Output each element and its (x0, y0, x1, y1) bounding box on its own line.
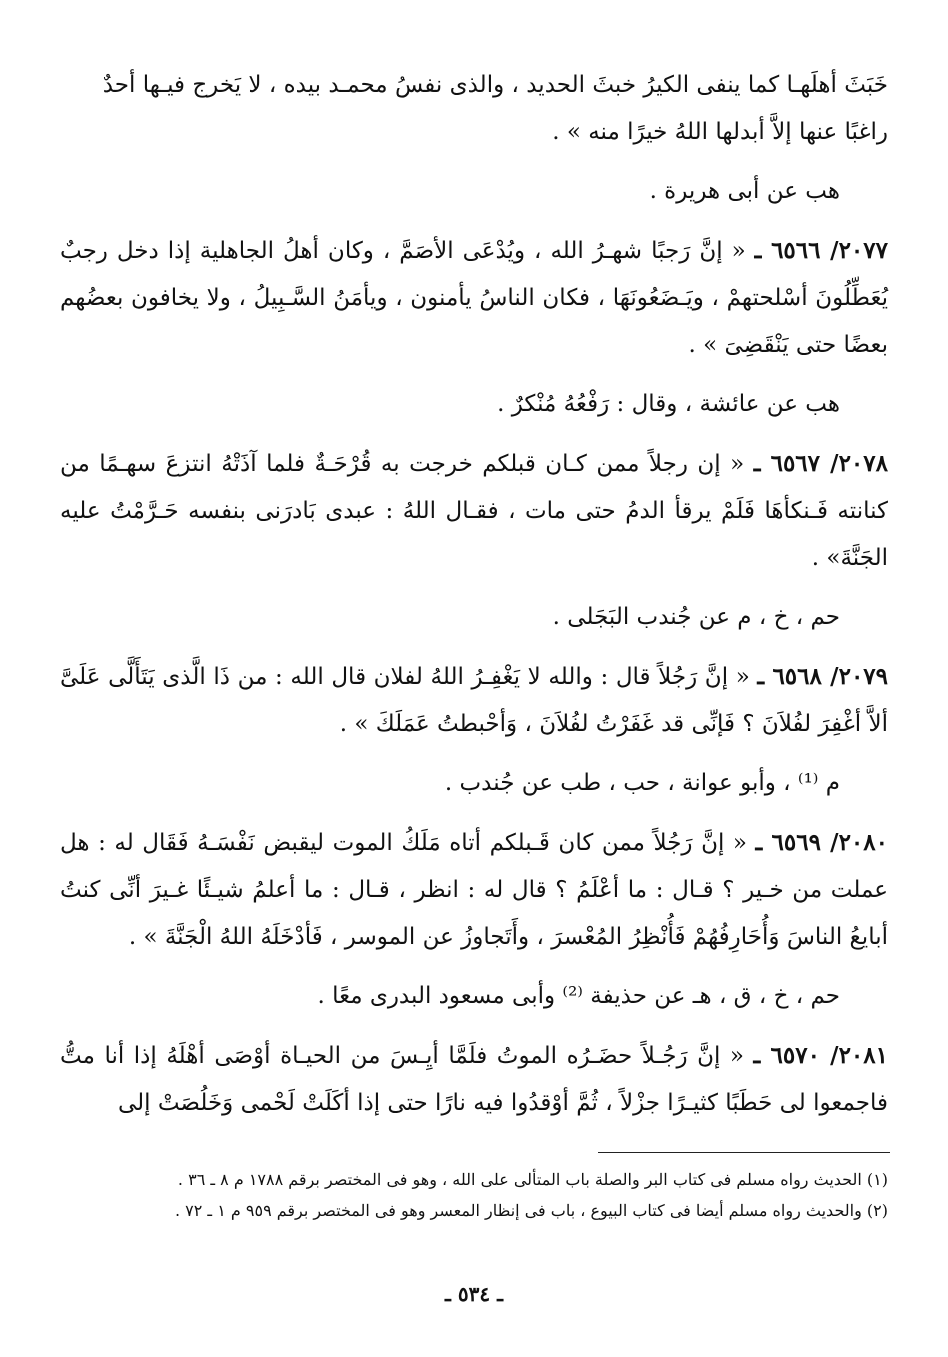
hadith-number: ٢٠٧٨/ ٦٥٦٧ ـ (753, 450, 888, 477)
hadith-2078 (60, 440, 888, 582)
footnote-2: (٢) والحديث رواه مسلم أيضا فى كتاب البيوع ، باب فى إنظار المعسر وهو فى المختصر برقم ٩٥٩ م ١ ـ ٧٢ . (174, 1201, 888, 1220)
hadith-number: ٢٠٨١/ ٦٥٧٠ ـ (753, 1042, 888, 1069)
hadith-2077 (60, 227, 888, 369)
hadith-number: ٢٠٨٠/ ٦٥٦٩ ـ (755, 829, 888, 856)
continued-hadith-line-1: خَبَثَ أهلَهـا كما ينفى الكيرُ خبثَ الحديد ، والذى نفسُ محمـد بيده ، لا يَخرج فيـها أحدٌ (102, 72, 888, 98)
main-text (60, 62, 888, 1127)
source-attribution-2079: م ⁽¹⁾ ، وأبو عوانة ، حب ، طب عن جُندب . (444, 770, 840, 796)
hadith-number: ٢٠٧٧/ ٦٥٦٦ ـ (754, 237, 888, 264)
footnote-1: (١) الحديث رواه مسلم فى كتاب البر والصلة باب المتألى على الله ، وهو فى المختصر برقم ١٧٨٨ م ٨ ـ ٣٦ . (177, 1170, 888, 1189)
hadith-2079 (60, 653, 888, 748)
source-attribution-2077: هب عن عائشة ، وقال : رَفْعُهُ مُنْكرٌ . (497, 391, 840, 417)
hadith-text: « إنَّ رَجُلاً ممن كان قَـبلكم أتاه مَلَكُ الموت ليقبض نَفْسَـهُ فَقَال له : هل عملت من خـير ؟ قـال : ما أعْلَمُ ؟ قال له : انظر ، قـال : ما أعلمُ شيـئًا غـيرَ أنِّى كنتُ أبايعُ الناسَ وَأُحَارِفُهُمْ فَأُنْظِرُ المُعْسرَ ، وأَتَجاوزُ عن الموسر ، فَأدْخَلَهُ اللهُ الْجَنَّةَ » . (60, 830, 888, 950)
hadith-2080 (60, 819, 888, 961)
source-attribution-2078: حم ، خ ، م عن جُندب البَجَلى . (552, 604, 840, 630)
source-attribution-2076: هب عن أبى هريرة . (649, 178, 840, 204)
hadith-number: ٢٠٧٩/ ٦٥٦٨ ـ (757, 663, 889, 690)
page-number: ـ ٥٣٤ ـ (445, 1282, 503, 1306)
hadith-text: « إنَّ رَجبًا شهـرُ الله ، ويُدْعَى الأصَمَّ ، وكان أهلُ الجاهلية إذا دخل رجبٌ يُعَطِّلُونَ أسْلحتهمْ ، ويَـضَعُونَهَا ، فكان الناسُ يأمنون ، ويأمَنُ السَّـبِيلُ ، ولا يخافون بعضُهم بعضًا حتى يَنْقَضِىَ » . (60, 238, 888, 358)
hadith-text: « إنَّ رَجُـلاً حضَـرُه الموتُ فلَمَّا أيِـسَ من الحيـاة أوْصَى أهْلَهُ إذا أنا متُّ فاجمعوا لى حَطَبًا كثيـرًا جزْلاً ، ثُمَّ أوْقدُوا فيه نارًا حتى إذا أكَلَتْ لَحْمى وَخَلُصَتْ إلى (60, 1043, 888, 1116)
footnote-divider (598, 1152, 890, 1153)
footnotes (60, 1164, 888, 1226)
continued-hadith-line-2: راغبًا عنها إلاَّ أبدلها اللهُ خيرًا منه » . (552, 119, 888, 145)
hadith-text: « إن رجلاً ممن كـان قبلكم خرجت به قُرْحَـةٌ فلما آذَتْهُ انتزعَ سهـمًا من كنانته فَـنكأهَا فَلَمْ يرقأ الدمُ حتى مات ، فقـال اللهُ : عبدى بَادرَنى بنفسه حَـرَّمْتُ عليه الجَنَّةَ» . (60, 451, 888, 571)
hadith-2081 (60, 1032, 888, 1127)
hadith-text: « إنَّ رَجُلاً قال : والله لا يَغْفِـرُ اللهُ لفلان قال الله : من ذَا الَّذى يَتَأَلَّى عَلَىَّ ألاَّ أغْفِرَ لفُلاَنَ ؟ فَإنِّى قد غَفَرْتُ لفُلاَنَ ، وَأحْبطتُ عَمَلَكَ » . (60, 664, 888, 737)
source-attribution-2080: حم ، خ ، ق ، هـ عن حذيفة ⁽²⁾ وأبى مسعود البدرى معًا . (317, 983, 840, 1009)
